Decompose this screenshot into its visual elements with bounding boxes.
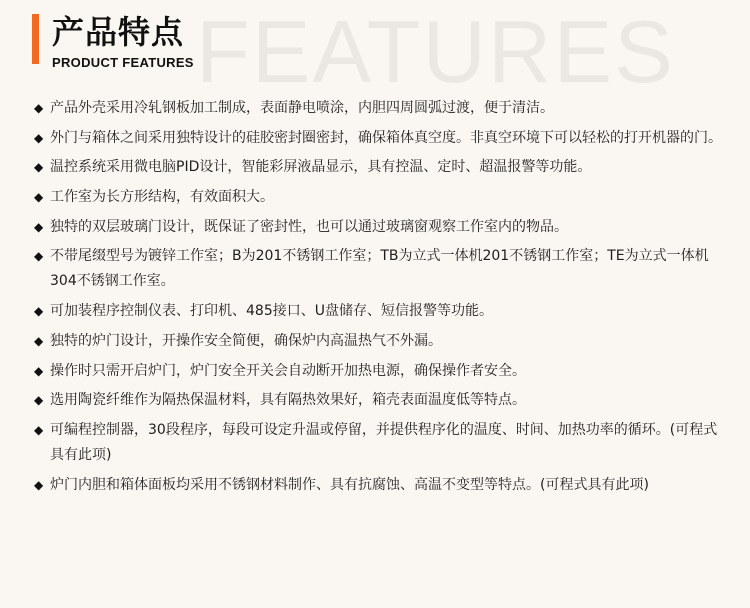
feature-item xyxy=(34,155,724,180)
feature-text: 工作室为长方形结构，有效面积大。 xyxy=(50,189,274,206)
feature-text: 温控系统采用微电脑PID设计，智能彩屏液晶显示，具有控温、定时、超温报警等功能。 xyxy=(50,159,592,176)
features-watermark: FEATURES xyxy=(196,2,675,101)
feature-text: 操作时只需开启炉门，炉门安全开关会自动断开加热电源，确保操作者安全。 xyxy=(50,362,526,379)
diamond-bullet-icon: ◆ xyxy=(34,304,44,319)
diamond-bullet-icon: ◆ xyxy=(34,190,44,205)
feature-text: 不带尾缀型号为镀锌工作室；B为201不锈钢工作室；TB为立式一体机201不锈钢工作室；TE为立式一体机304不锈钢工作室。 xyxy=(50,248,709,290)
feature-text: 可编程控制器，30段程序，每段可设定升温或停留，并提供程序化的温度、时间、加热功率的循环。(可程式具有此项) xyxy=(50,421,718,463)
diamond-bullet-icon: ◆ xyxy=(34,363,44,378)
page-title: 产品特点 xyxy=(52,13,185,51)
feature-text: 炉门内胆和箱体面板均采用不锈钢材料制作、具有抗腐蚀、高温不变型等特点。(可程式具有此项) xyxy=(50,476,649,493)
diamond-bullet-icon: ◆ xyxy=(34,422,44,437)
feature-item xyxy=(34,388,724,413)
feature-item xyxy=(34,329,724,354)
diamond-bullet-icon: ◆ xyxy=(34,160,44,175)
feature-item xyxy=(34,96,724,121)
feature-item xyxy=(34,359,724,384)
diamond-bullet-icon: ◆ xyxy=(34,393,44,408)
page-subtitle: PRODUCT FEATURES xyxy=(52,55,194,70)
diamond-bullet-icon: ◆ xyxy=(34,477,44,492)
diamond-bullet-icon: ◆ xyxy=(34,130,44,145)
feature-item xyxy=(34,418,724,468)
header xyxy=(0,0,750,101)
feature-list xyxy=(34,96,724,502)
diamond-bullet-icon: ◆ xyxy=(34,333,44,348)
diamond-bullet-icon: ◆ xyxy=(34,101,44,115)
feature-text: 独特的炉门设计，开操作安全简便，确保炉内高温热气不外漏。 xyxy=(50,332,442,349)
feature-item xyxy=(34,215,724,240)
feature-item xyxy=(34,244,724,294)
accent-bar xyxy=(32,14,39,64)
feature-text: 独特的双层玻璃门设计，既保证了密封性，也可以通过玻璃窗观察工作室内的物品。 xyxy=(50,218,568,235)
diamond-bullet-icon: ◆ xyxy=(34,219,44,234)
feature-item xyxy=(34,185,724,210)
feature-item xyxy=(34,126,724,151)
diamond-bullet-icon: ◆ xyxy=(34,249,44,264)
feature-text: 产品外壳采用冷轧钢板加工制成，表面静电喷涂，内胆四周圆弧过渡，便于清洁。 xyxy=(50,100,554,116)
feature-item xyxy=(34,299,724,324)
feature-text: 选用陶瓷纤维作为隔热保温材料，具有隔热效果好，箱壳表面温度低等特点。 xyxy=(50,392,526,409)
feature-text: 外门与箱体之间采用独特设计的硅胶密封圈密封，确保箱体真空度。非真空环境下可以轻松的打开机器的门。 xyxy=(50,129,722,146)
feature-item xyxy=(34,473,724,498)
feature-text: 可加装程序控制仪表、打印机、485接口、U盘储存、短信报警等功能。 xyxy=(50,303,493,320)
